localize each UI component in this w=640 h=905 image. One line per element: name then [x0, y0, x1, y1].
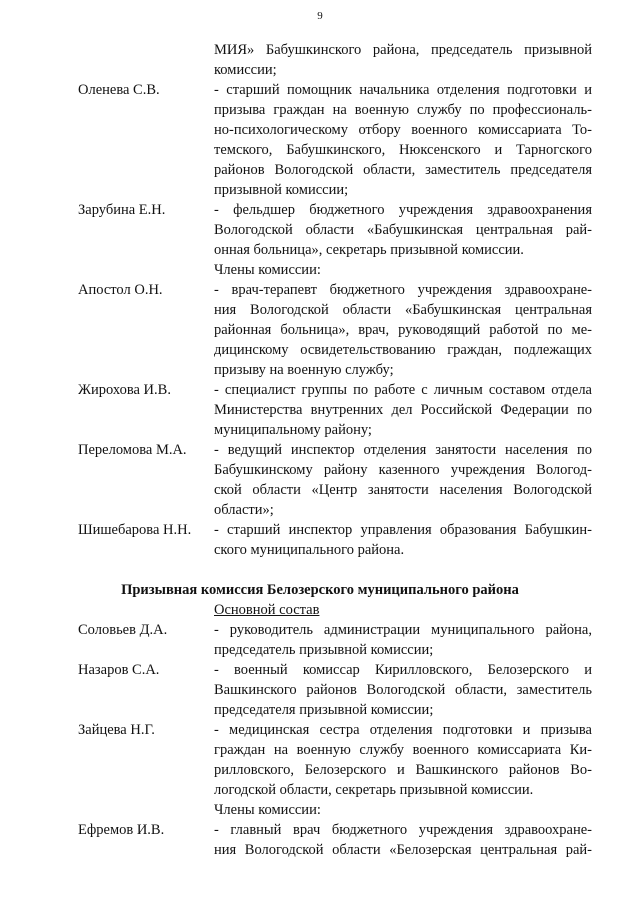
- member-desc-line: - старший инспектор управления образования Бабушкин-: [214, 522, 592, 538]
- member-desc-line: муниципальному району;: [214, 422, 372, 438]
- section-heading: Призывная комиссия Белозерского муниципального района: [121, 582, 519, 598]
- member-desc-line: - старший помощник начальника отделения подготовки и: [214, 82, 592, 98]
- member-desc-line: - военный комиссар Кирилловского, Белозерского и: [214, 662, 592, 678]
- member-desc-line: логодской области, секретарь призывной комиссии.: [214, 782, 534, 798]
- members-label: Члены комиссии:: [214, 262, 321, 278]
- member-desc-line: рилловского, Белозерского и Вашкинского районов Во-: [214, 762, 592, 778]
- member-desc-line: онная больница», секретарь призывной комиссии.: [214, 242, 524, 258]
- member-desc-line: - медицинская сестра отделения подготовки и призыва: [214, 722, 592, 738]
- page-number: 9: [317, 10, 323, 22]
- member-name-oleneva: Оленева С.В.: [78, 82, 160, 98]
- member-desc-line: - главный врач бюджетного учреждения здравоохране-: [214, 822, 592, 838]
- member-desc-line: - руководитель администрации муниципального района,: [214, 622, 592, 638]
- member-desc-line: области»;: [214, 502, 274, 518]
- member-desc-line: дицинскому освидетельствованию граждан, подлежащих: [214, 342, 592, 358]
- member-desc-line: Вашкинского районов Вологодской области, заместитель: [214, 682, 592, 698]
- member-desc-line: темского, Бабушкинского, Нюксенского и Тарногского: [214, 142, 592, 158]
- member-name-apostol: Апостол О.Н.: [78, 282, 163, 298]
- member-name-efremov: Ефремов И.В.: [78, 822, 165, 838]
- member-desc-line: председатель призывной комиссии;: [214, 642, 434, 658]
- member-name-shishebarova: Шишебарова Н.Н.: [78, 522, 192, 538]
- member-name-zaitseva: Зайцева Н.Г.: [78, 722, 155, 738]
- member-desc-line: - фельдшер бюджетного учреждения здравоохранения: [214, 202, 592, 218]
- member-desc-line: ния Вологодской области «Бабушкинская центральная: [214, 302, 592, 318]
- member-desc-line: председателя призывной комиссии;: [214, 702, 434, 718]
- member-desc-line: ской области «Центр занятости населения Вологодской: [214, 482, 592, 498]
- member-desc-line: призыву на военную службу;: [214, 362, 394, 378]
- members-label: Члены комиссии:: [214, 802, 321, 818]
- member-desc-line: - специалист группы по работе с личным составом отдела: [214, 382, 592, 398]
- member-desc-line: - врач-терапевт бюджетного учреждения здравоохране-: [214, 282, 592, 298]
- member-name-nazarov: Назаров С.А.: [78, 662, 160, 678]
- member-desc-line: районная больница», врач, руководящий работой по ме-: [214, 322, 592, 338]
- member-desc-line: призыва граждан на военную службу по профессиональ-: [214, 102, 592, 118]
- member-name-zarubina: Зарубина Е.Н.: [78, 202, 166, 218]
- intro-line-1: МИЯ» Бабушкинского района, председатель призывной: [214, 42, 592, 58]
- member-desc-line: Бабушкинскому району казенного учреждения Вологод-: [214, 462, 592, 478]
- section-subheading: Основной состав: [214, 602, 320, 618]
- member-desc-line: но-психологическому отбору военного комиссариата То-: [214, 122, 592, 138]
- member-desc-line: ского муниципального района.: [214, 542, 405, 558]
- member-name-zhirokhova: Жирохова И.В.: [78, 382, 171, 398]
- member-name-perelomova: Переломова М.А.: [78, 442, 187, 458]
- member-desc-line: ния Вологодской области «Белозерская центральная рай-: [214, 842, 592, 858]
- member-desc-line: Вологодской области «Бабушкинская центральная рай-: [214, 222, 592, 238]
- member-desc-line: Министерства внутренних дел Российской Федерации по: [214, 402, 592, 418]
- member-desc-line: - ведущий инспектор отделения занятости населения по: [214, 442, 592, 458]
- member-desc-line: районов Вологодской области, заместитель председателя: [214, 162, 592, 178]
- intro-line-2: комиссии;: [214, 62, 277, 78]
- member-desc-line: призывной комиссии;: [214, 182, 349, 198]
- member-name-solovyev: Соловьев Д.А.: [78, 622, 168, 638]
- member-desc-line: граждан на военную службу военного комиссариата Ки-: [214, 742, 592, 758]
